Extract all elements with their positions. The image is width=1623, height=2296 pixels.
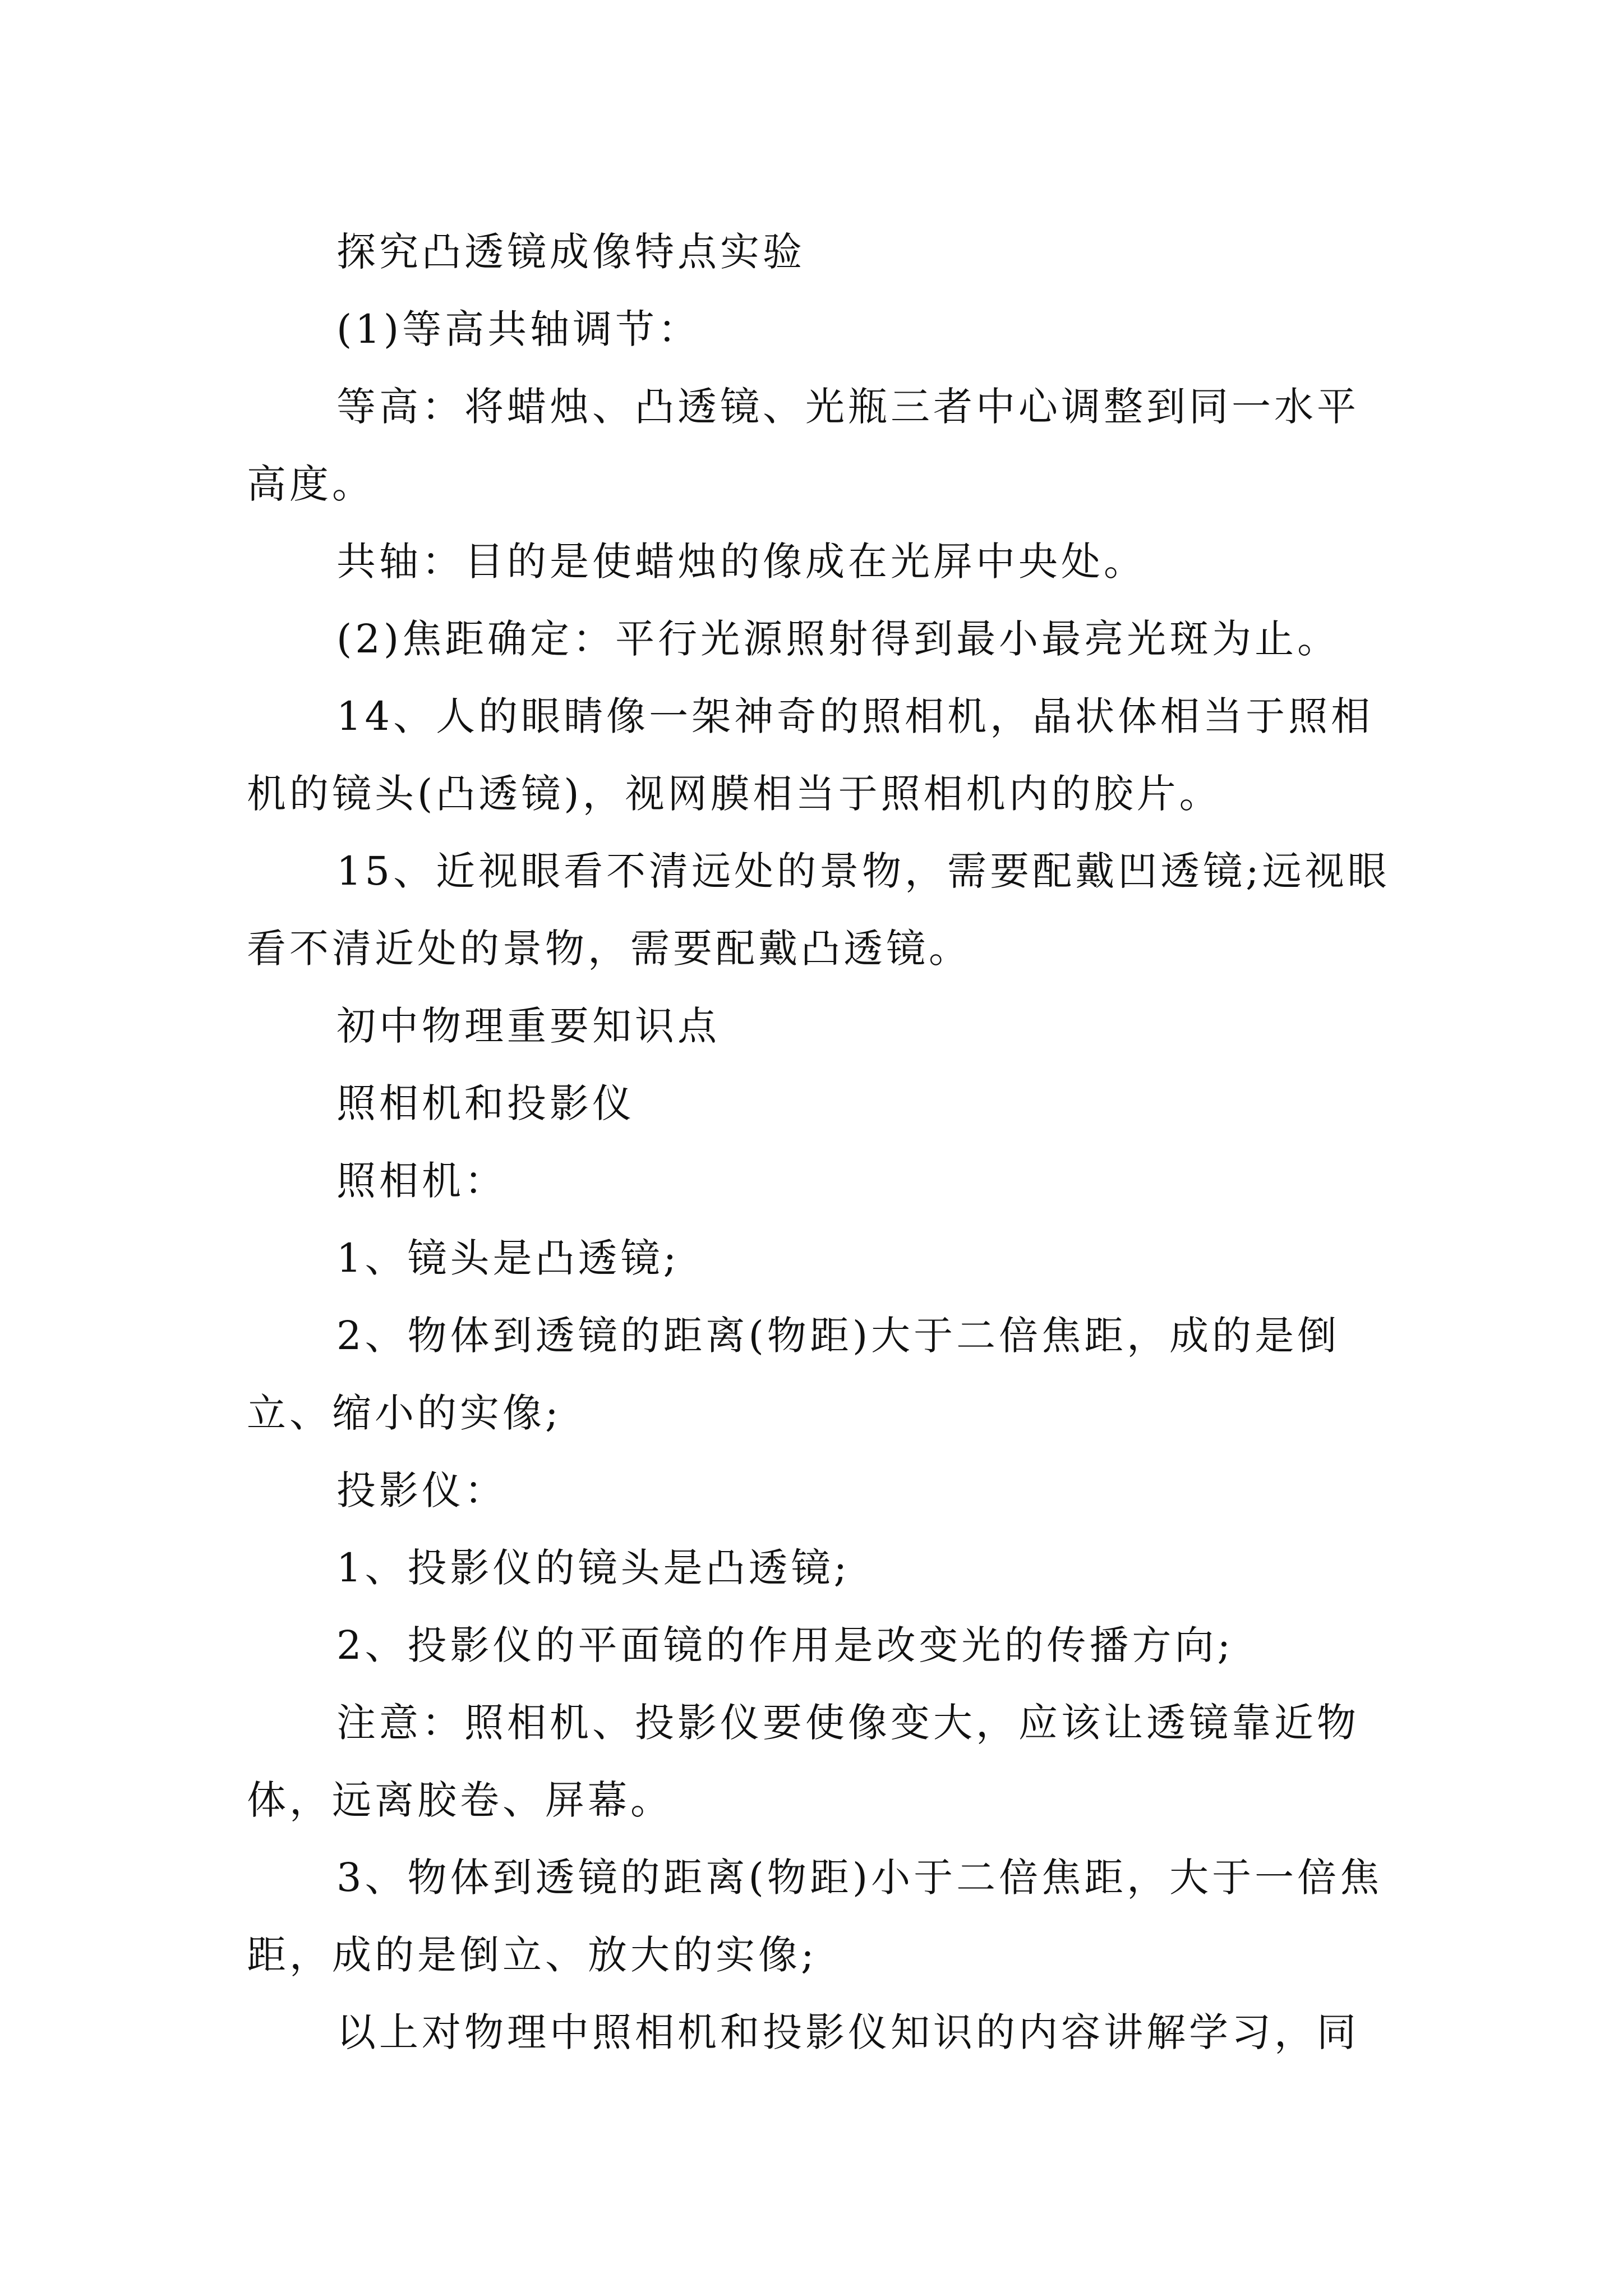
- paragraph-myopia: 15、近视眼看不清远处的景物，需要配戴凹透镜;远视眼看不清近处的景物，需要配戴凸透镜。: [247, 848, 1390, 972]
- section-title-physics: 初中物理重要知识点: [336, 1003, 720, 1049]
- paragraph-summary: 以上对物理中照相机和投影仪知识的内容讲解学习，同: [336, 2009, 1359, 2055]
- subsection-title-camera: 照相机：: [336, 1158, 507, 1204]
- paragraph-projector-lens: 1、投影仪的镜头是凸透镜;: [336, 1545, 851, 1591]
- subsection-title-camera-projector: 照相机和投影仪: [336, 1080, 635, 1126]
- paragraph-camera-lens: 1、镜头是凸透镜;: [336, 1235, 680, 1281]
- paragraph-equal-height: 等高：将蜡烛、凸透镜、光瓶三者中心调整到同一水平高度。: [247, 384, 1359, 507]
- paragraph-focal-length: (2)焦距确定：平行光源照射得到最小最亮光斑为止。: [336, 616, 1340, 662]
- paragraph-eye-camera: 14、人的眼睛像一架神奇的照相机，晶状体相当于照相机的镜头(凸透镜)，视网膜相当于照相机内的胶片。: [247, 693, 1374, 817]
- paragraph-coaxial-adjust: (1)等高共轴调节：: [336, 306, 701, 352]
- paragraph-projector-image: 3、物体到透镜的距离(物距)小于二倍焦距，大于一倍焦距，成的是倒立、放大的实像;: [247, 1855, 1383, 1978]
- paragraph-note: 注意：照相机、投影仪要使像变大，应该让透镜靠近物体，远离胶卷、屏幕。: [247, 1700, 1359, 1823]
- paragraph-projector-mirror: 2、投影仪的平面镜的作用是改变光的传播方向;: [336, 1622, 1234, 1668]
- paragraph-camera-image: 2、物体到透镜的距离(物距)大于二倍焦距，成的是倒立、缩小的实像;: [247, 1313, 1340, 1436]
- section-title-experiment: 探究凸透镜成像特点实验: [336, 229, 805, 275]
- subsection-title-projector: 投影仪：: [336, 1467, 507, 1513]
- document-body: [247, 213, 1391, 2071]
- paragraph-coaxial: 共轴：目的是使蜡烛的像成在光屏中央处。: [336, 539, 1146, 585]
